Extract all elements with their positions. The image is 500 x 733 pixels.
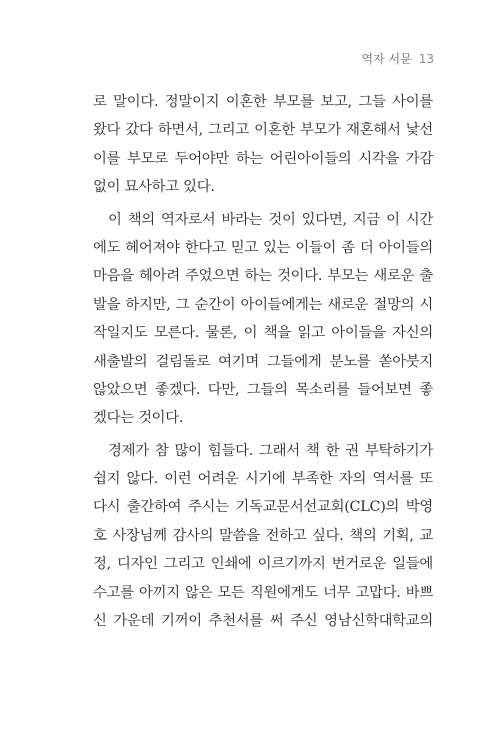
text-line: 겠다는 것이다. xyxy=(93,410,184,427)
text-line: 마음을 헤아려 주었으면 하는 것이다. 부모는 새로운 출 xyxy=(93,268,433,285)
text-line: 새출발의 걸림돌로 여기며 그들에게 분노를 쏟아붓지 xyxy=(93,353,433,370)
running-header xyxy=(362,50,434,67)
text-line: 정, 디자인 그리고 인쇄에 이르기까지 번거로운 일들에 xyxy=(93,556,433,573)
text-line: 작일지도 모른다. 물론, 이 책을 읽고 아이들을 자신의 xyxy=(93,325,433,342)
text-line: 로 말이다. 정말이지 이혼한 부모를 보고, 그들 사이를 xyxy=(93,94,433,110)
text-line: 않았으면 좋겠다. 다만, 그들의 목소리를 들어보면 좋 xyxy=(93,381,433,398)
text-line: 이를 부모로 두어야만 하는 어린아이들의 시각을 가감 xyxy=(93,150,433,167)
text-line: 쉽지 않다. 이런 어려운 시기에 부족한 자의 역서를 또 xyxy=(93,471,433,488)
text-line: 없이 묘사하고 있다. xyxy=(93,179,215,196)
section-title: 역자 서문 xyxy=(361,52,412,66)
paragraph-1 xyxy=(93,88,433,202)
paragraph-2 xyxy=(93,206,433,433)
text-line: 에도 헤어져야 한다고 믿고 있는 이들이 좀 더 아이들의 xyxy=(93,239,433,256)
paragraph-3 xyxy=(93,437,433,636)
text-line: 호 사장님께 감사의 말씀을 전하고 싶다. 책의 기획, 교 xyxy=(93,527,433,544)
text-line: 다시 출간하여 주시는 기독교문서선교회(CLC)의 박영 xyxy=(93,499,433,516)
text-line: 발을 하지만, 그 순간이 아이들에게는 새로운 절망의 시 xyxy=(93,296,433,313)
text-line: 이 책의 역자로서 바라는 것이 있다면, 지금 이 시간 xyxy=(108,211,433,228)
text-line: 왔다 갔다 하면서, 그리고 이혼한 부모가 재혼해서 낯선 xyxy=(93,122,433,139)
page-number: 13 xyxy=(418,52,434,66)
text-line: 수고를 아끼지 않은 모든 직원에게도 너무 고맙다. 바쁘 xyxy=(93,584,433,601)
text-line: 경제가 참 많이 힘들다. 그래서 책 한 권 부탁하기가 xyxy=(108,442,433,459)
text-line: 신 가운데 기꺼이 추천서를 써 주신 영남신학대학교의 xyxy=(93,613,433,630)
page-body xyxy=(93,88,433,635)
